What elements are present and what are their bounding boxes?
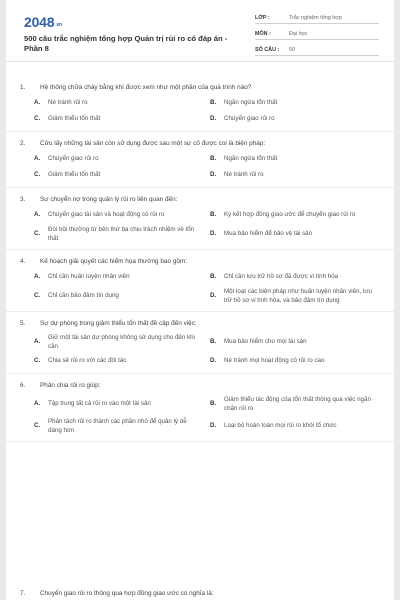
option-text: Chia sẻ rủi ro với các đối tác [48, 357, 127, 365]
question-number: 6. [20, 382, 26, 389]
answer-option[interactable] [210, 272, 386, 283]
question-stem: Chuyển giao rủi ro thông qua hợp đồng giao ước có nghĩa là: [40, 590, 214, 597]
option-text: Chuyển giao rủi ro [48, 155, 99, 163]
question-stem: Cửu lấy những tài sản còn sử dụng được sau một sự cố được coi là biện pháp: [40, 140, 266, 147]
document-meta [255, 14, 379, 62]
answer-option[interactable] [34, 356, 210, 367]
option-text: Ngăn ngừa tổn thất [224, 99, 278, 107]
document-page [6, 0, 394, 600]
question-item [6, 374, 394, 442]
option-text: Mua bảo hiểm cho mọi tài sản [224, 338, 307, 346]
answer-option[interactable] [210, 98, 386, 109]
option-text: Chỉ cần lưu trữ hồ sơ đã được vi tính hóa [224, 273, 339, 281]
answer-options [6, 396, 394, 435]
question-text [6, 257, 394, 266]
option-letter: B. [210, 273, 217, 281]
question-text-partial [20, 590, 214, 597]
option-letter: A. [34, 211, 41, 219]
question-item [6, 188, 394, 250]
option-text: Chuyển giao tài sản và hoạt động có rủi ro [48, 211, 165, 219]
option-letter: D. [210, 292, 217, 300]
logo-tld: .vn [55, 22, 62, 28]
meta-key: LỚP : [255, 15, 270, 21]
option-text: Mua bảo hiểm để bảo vệ tài sản [224, 230, 313, 238]
answer-option[interactable] [210, 170, 386, 181]
answer-option[interactable] [34, 226, 210, 243]
answer-options [6, 154, 394, 181]
answer-options [6, 210, 394, 243]
option-text: Giảm thiểu tổn thất [48, 115, 101, 123]
answer-options [6, 334, 394, 367]
meta-key: MÔN : [255, 31, 271, 37]
option-letter: D. [210, 115, 217, 123]
answer-option[interactable] [34, 114, 210, 125]
question-number: 3. [20, 196, 26, 203]
answer-option[interactable] [210, 356, 386, 367]
answer-option[interactable] [210, 114, 386, 125]
meta-key: SỐ CÂU : [255, 47, 280, 53]
answer-option[interactable] [34, 272, 210, 283]
option-letter: B. [210, 211, 217, 219]
option-text: Giảm thiểu tổn thất [48, 171, 101, 179]
option-letter: A. [34, 99, 41, 107]
answer-option[interactable] [34, 170, 210, 181]
answer-option[interactable] [210, 418, 386, 435]
option-text: Né tránh rủi ro [48, 99, 88, 107]
option-text: Ký kết hợp đồng giao ước để chuyển giao rủi ro [224, 211, 356, 219]
option-text: Một loạt các biện pháp như huấn luyện nhân viên, lưu trữ hồ sơ vi tính hóa, và bảo đảm tín dụng [224, 288, 372, 304]
option-letter: D. [210, 171, 217, 179]
option-letter: C. [34, 292, 41, 300]
question-item [6, 76, 394, 132]
option-letter: A. [34, 400, 41, 408]
question-number: 1. [20, 84, 26, 91]
option-text: Phân tách rủi ro thành các phần nhỏ để quản lý dễ dàng hơn [48, 418, 187, 434]
answer-option[interactable] [210, 226, 386, 243]
logo-text: 2048 [24, 14, 55, 30]
option-letter: C. [34, 422, 41, 430]
answer-option[interactable] [34, 288, 210, 305]
answer-option[interactable] [210, 154, 386, 165]
question-number: 5. [20, 320, 26, 327]
option-letter: C. [34, 230, 41, 238]
option-letter: C. [34, 115, 41, 123]
question-list [6, 76, 394, 442]
meta-value: Trắc nghiệm tổng hợp [289, 15, 342, 21]
question-text [6, 195, 394, 204]
option-text: Giữ một tài sản dự phòng không sử dụng cho đến khi cần [48, 334, 195, 350]
meta-row-class [255, 14, 379, 24]
document-title: 500 câu trắc nghiệm tổng hợp Quản trị rủi ro có đáp án - Phần 8 [24, 34, 228, 53]
option-letter: B. [210, 400, 217, 408]
option-letter: B. [210, 99, 217, 107]
question-item [6, 132, 394, 188]
answer-option[interactable] [34, 334, 210, 351]
question-number: 7. [20, 590, 26, 597]
question-stem: Sự chuyển nợ trong quản lý rủi ro liên quan đến: [40, 196, 178, 203]
option-text: Ngăn ngừa tổn thất [224, 155, 278, 163]
question-text [6, 139, 394, 148]
answer-option[interactable] [34, 98, 210, 109]
answer-option[interactable] [34, 154, 210, 165]
question-stem: Phân chia rủi ro giúp: [40, 382, 101, 389]
answer-option[interactable] [34, 396, 210, 413]
question-stem: Sự dự phòng trong giảm thiểu tổn thất đề cập đến việc: [40, 320, 197, 327]
question-item [6, 312, 394, 374]
question-text [6, 83, 394, 92]
answer-option[interactable] [34, 210, 210, 221]
meta-value: 50 [289, 47, 295, 53]
question-number: 2. [20, 140, 26, 147]
option-letter: D. [210, 422, 217, 430]
question-stem: Hệ thống chữa cháy bằng khí được xem như một phần của quá trình nào? [40, 84, 252, 91]
answer-option[interactable] [210, 288, 386, 305]
option-text: Đòi bồi thường từ bên thứ ba chịu trách nhiệm về tổn thất [48, 226, 195, 242]
question-text [6, 381, 394, 390]
answer-option[interactable] [34, 418, 210, 435]
option-text: Né tránh mọi hoạt động có rủi ro cao [224, 357, 325, 365]
option-text: Loại bỏ hoàn toàn mọi rủi ro khỏi tổ chức [224, 422, 337, 430]
meta-row-count [255, 46, 379, 56]
option-text: Né tránh rủi ro [224, 171, 264, 179]
document-header [6, 0, 394, 62]
option-text: Chỉ cần bảo đảm tín dụng [48, 292, 119, 300]
option-letter: A. [34, 273, 41, 281]
answer-options [6, 98, 394, 125]
option-letter: D. [210, 230, 217, 238]
option-text: Giảm thiểu tác động của tổn thất thông qua việc ngăn chặn rủi ro [224, 396, 371, 412]
option-text: Chuyển giao rủi ro [224, 115, 275, 123]
option-letter: B. [210, 155, 217, 163]
site-logo[interactable] [24, 14, 62, 30]
question-item [6, 250, 394, 312]
question-stem: Kế hoạch giải quyết các hiểm họa thường bao gồm: [40, 258, 188, 265]
option-letter: D. [210, 357, 217, 365]
answer-option[interactable] [210, 334, 386, 351]
question-number: 4. [20, 258, 26, 265]
option-letter: C. [34, 171, 41, 179]
answer-option[interactable] [210, 396, 386, 413]
option-text: Chỉ cần huấn luyện nhân viên [48, 273, 130, 281]
option-letter: A. [34, 338, 41, 346]
meta-row-subject [255, 30, 379, 40]
answer-options [6, 272, 394, 305]
option-letter: A. [34, 155, 41, 163]
option-text: Tập trung tất cả rủi ro vào một tài sản [48, 400, 151, 408]
option-letter: B. [210, 338, 217, 346]
meta-value: Đại học [289, 31, 308, 37]
option-letter: C. [34, 357, 41, 365]
question-text [6, 319, 394, 328]
answer-option[interactable] [210, 210, 386, 221]
